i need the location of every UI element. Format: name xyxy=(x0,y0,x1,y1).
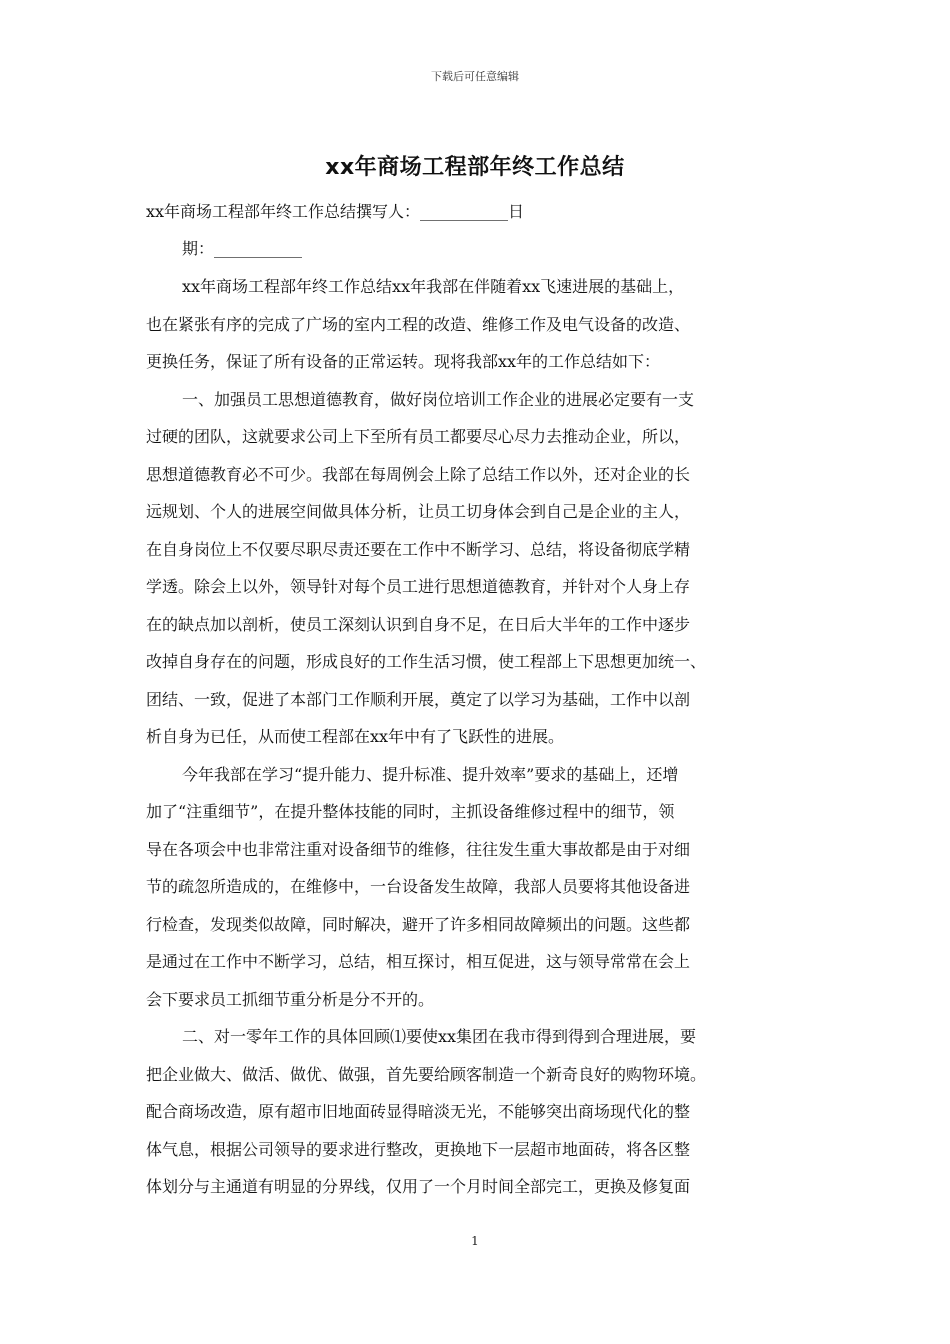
body-line: 也在紧张有序的完成了广场的室内工程的改造、维修工作及电气设备的改造、 xyxy=(146,315,691,334)
body-line: 在自身岗位上不仅要尽职尽责还要在工作中不断学习、总结，将设备彻底学精 xyxy=(146,540,691,559)
body-line: 学透。除会上以外，领导针对每个员工进行思想道德教育，并针对个人身上存 xyxy=(146,577,691,596)
body-line: 体气息，根据公司领导的要求进行整改，更换地下一层超市地面砖，将各区整 xyxy=(146,1140,691,1159)
body-line: xx年商场工程部年终工作总结撰写人：___________日 xyxy=(146,202,525,221)
body-line: 加了“注重细节”，在提升整体技能的同时，主抓设备维修过程中的细节，领 xyxy=(146,802,675,821)
body-line: 配合商场改造，原有超市旧地面砖显得暗淡无光，不能够突出商场现代化的整 xyxy=(146,1102,691,1121)
body-line: 思想道德教育必不可少。我部在每周例会上除了总结工作以外，还对企业的长 xyxy=(146,465,691,484)
body-line: 期：___________ xyxy=(182,239,303,258)
page-number: 1 xyxy=(471,1234,479,1248)
body-line: 过硬的团队，这就要求公司上下至所有员工都要尽心尽力去推动企业，所以， xyxy=(146,427,691,446)
body-line: 在的缺点加以剖析，使员工深刻认识到自身不足，在日后大半年的工作中逐步 xyxy=(146,615,691,634)
body-line: 析自身为已任，从而使工程部在xx年中有了飞跃性的进展。 xyxy=(146,727,565,746)
body-line: 体划分与主通道有明显的分界线，仅用了一个月时间全部完工，更换及修复面 xyxy=(146,1177,691,1196)
body-line: 二、对一零年工作的具体回顾⑴要使xx集团在我市得到得到合理进展，要 xyxy=(182,1027,697,1046)
body-line: 行检查，发现类似故障，同时解决，避开了许多相同故障频出的问题。这些都 xyxy=(146,915,691,934)
body-line: 今年我部在学习“提升能力、提升标准、提升效率”要求的基础上，还增 xyxy=(182,765,679,784)
body-line: 改掉自身存在的问题，形成良好的工作生活习惯，使工程部上下思想更加统一、 xyxy=(146,652,707,671)
body-line: 远规划、个人的进展空间做具体分析，让员工切身体会到自己是企业的主人， xyxy=(146,502,691,521)
body-line: 把企业做大、做活、做优、做强，首先要给顾客制造一个新奇良好的购物环境。 xyxy=(146,1065,707,1084)
body-line: 会下要求员工抓细节重分析是分不开的。 xyxy=(146,990,435,1009)
body-line: 节的疏忽所造成的，在维修中，一台设备发生故障，我部人员要将其他设备进 xyxy=(146,877,691,896)
body-line: 一、加强员工思想道德教育，做好岗位培训工作企业的进展必定要有一支 xyxy=(182,390,695,409)
body-line: xx年商场工程部年终工作总结xx年我部在伴随着xx飞速进展的基础上， xyxy=(182,277,685,296)
body-line: 更换任务，保证了所有设备的正常运转。现将我部xx年的工作总结如下： xyxy=(146,352,661,371)
body-line: 导在各项会中也非常注重对设备细节的维修，往往发生重大事故都是由于对细 xyxy=(146,840,691,859)
body-line: 是通过在工作中不断学习，总结，相互探讨，相互促进，这与领导常常在会上 xyxy=(146,952,691,971)
body-line: 团结、一致，促进了本部门工作顺利开展，奠定了以学习为基础，工作中以剖 xyxy=(146,690,691,709)
header-note: 下载后可任意编辑 xyxy=(431,70,519,83)
document-title: xx年商场工程部年终工作总结 xyxy=(325,155,625,180)
